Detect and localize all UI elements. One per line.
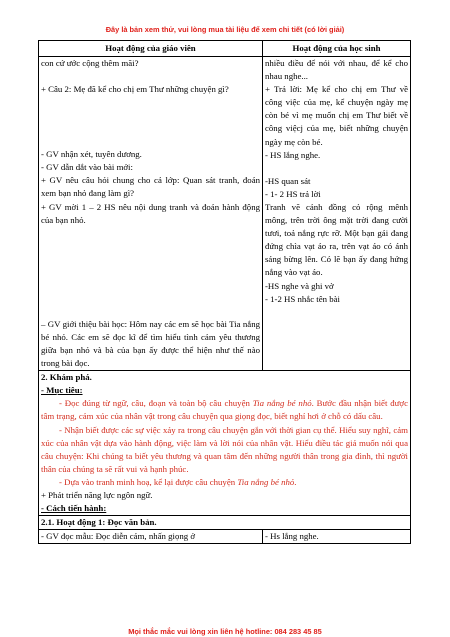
table-row-activity-title: [39, 516, 411, 530]
student-cell: - Hs lắng nghe.: [263, 530, 411, 544]
student-line: -HS quan sát: [265, 175, 311, 186]
table-row-section2: [39, 371, 411, 516]
teacher-line: con cứ ước cộng thêm mãi?: [41, 58, 139, 68]
teacher-cell: - GV đọc mẫu: Đọc diễn cảm, nhấn giọng ở: [39, 530, 263, 544]
hotline-banner: Mọi thắc mắc vui lòng xin liên hệ hotline: 084 283 45 85: [128, 627, 322, 636]
teacher-line: – GV giới thiệu bài học: Hôm nay các em sẽ học bài Tia nắng bé nhỏ. Các em sẽ đọc kĩ để tìm hiểu tình cảm yêu thương giữa bạn nhỏ và bà của bạn ấy được thể hiện như thế nào trong bài đọc.: [41, 318, 260, 369]
lesson-table: [38, 40, 411, 544]
teacher-line: - GV nhận xét, tuyên dương.: [41, 149, 142, 160]
student-line: + Trả lời: Mẹ kể cho chị em Thư về công việc của mẹ, kể chuyện ngày mẹ còn bé vì mẹ muốn chị em Thư biết về công việcj của mẹ, biết những chuyện ngày mẹ còn bé.: [265, 84, 408, 147]
activity-title: 2.1. Hoạt động 1: Đọc văn bản.: [39, 516, 411, 530]
header-student: Hoạt động của học sinh: [263, 41, 411, 57]
teacher-line: + Câu 2: Mẹ đã kể cho chị em Thư những chuyện gì?: [41, 84, 229, 95]
table-row: [39, 57, 411, 371]
goal-paragraph: - Đọc đúng từ ngữ, câu, đoạn và toàn bộ câu chuyện Tia nắng bé nhỏ. Bước đầu nhận biết được tâm trạng, cảm xúc của nhân vật trong câu chuyện qua giọng đọc, biết nghỉ hơi ở chỗ có dấu câu.: [41, 398, 408, 422]
teacher-line: - GV dẫn dắt vào bài mới:: [41, 162, 133, 173]
teacher-cell: [39, 57, 263, 371]
section2-cell: [39, 371, 411, 516]
goals-label: - Mục tiêu:: [41, 385, 83, 396]
preview-banner: Đây là bản xem thử, vui lòng mua tài liệu để xem chi tiết (có lời giải): [105, 25, 345, 34]
student-line: - 1- 2 HS trả lời: [265, 188, 321, 199]
student-cell: [263, 57, 411, 371]
student-line: - 1-2 HS nhắc tên bài: [265, 293, 340, 304]
header-teacher: Hoạt động của giáo viên: [39, 41, 263, 57]
student-line: - HS lắng nghe.: [265, 149, 321, 160]
teacher-line: + GV mời 1 – 2 HS nêu nội dung tranh và đoán hành động của bạn nhỏ.: [41, 201, 260, 225]
goal-paragraph: + Phát triển năng lực ngôn ngữ.: [41, 489, 153, 500]
table-header-row: [39, 41, 411, 57]
teacher-line: + GV nêu câu hỏi chung cho cả lớp: Quan sát tranh, đoán xem bạn nhỏ đang làm gì?: [41, 175, 260, 199]
student-line: nhiều điều để nói với nhau, để kể cho nhau nghe...: [265, 58, 408, 82]
method-label: - Cách tiến hành:: [41, 503, 107, 514]
goal-paragraph: - Nhận biết được các sự việc xảy ra trong câu chuyện gắn với thời gian cụ thể. Hiểu suy nghĩ, cảm xúc của nhân vật dựa vào hành động, việc làm và lời nói của nhân vật. Hiểu điều tác giả muốn nói qua câu chuyện: Khi chúng ta biết yêu thương và quan tâm đến những người thân trong gia đình, thì người thân của chúng ta sẽ rất vui và hạnh phúc.: [41, 424, 408, 474]
table-row: [39, 530, 411, 544]
section-title: 2. Khám phá.: [41, 372, 92, 383]
student-line: -HS nghe và ghi vở: [265, 280, 334, 291]
goal-paragraph: - Dựa vào tranh minh hoạ, kể lại được câu chuyện Tia nắng bé nhỏ.: [59, 476, 297, 487]
student-line: Tranh vẽ cảnh đồng cỏ rộng mênh mông, trên trời ông mặt trời đang cười tươi, toả nắng rực rỡ. Một bạn gái đang đứng chìa vạt áo ra, trên vạt áo có ánh sáng bừng lên. Có lẽ bạn ấy đang hứng nắng vào vạt áo.: [265, 201, 408, 278]
